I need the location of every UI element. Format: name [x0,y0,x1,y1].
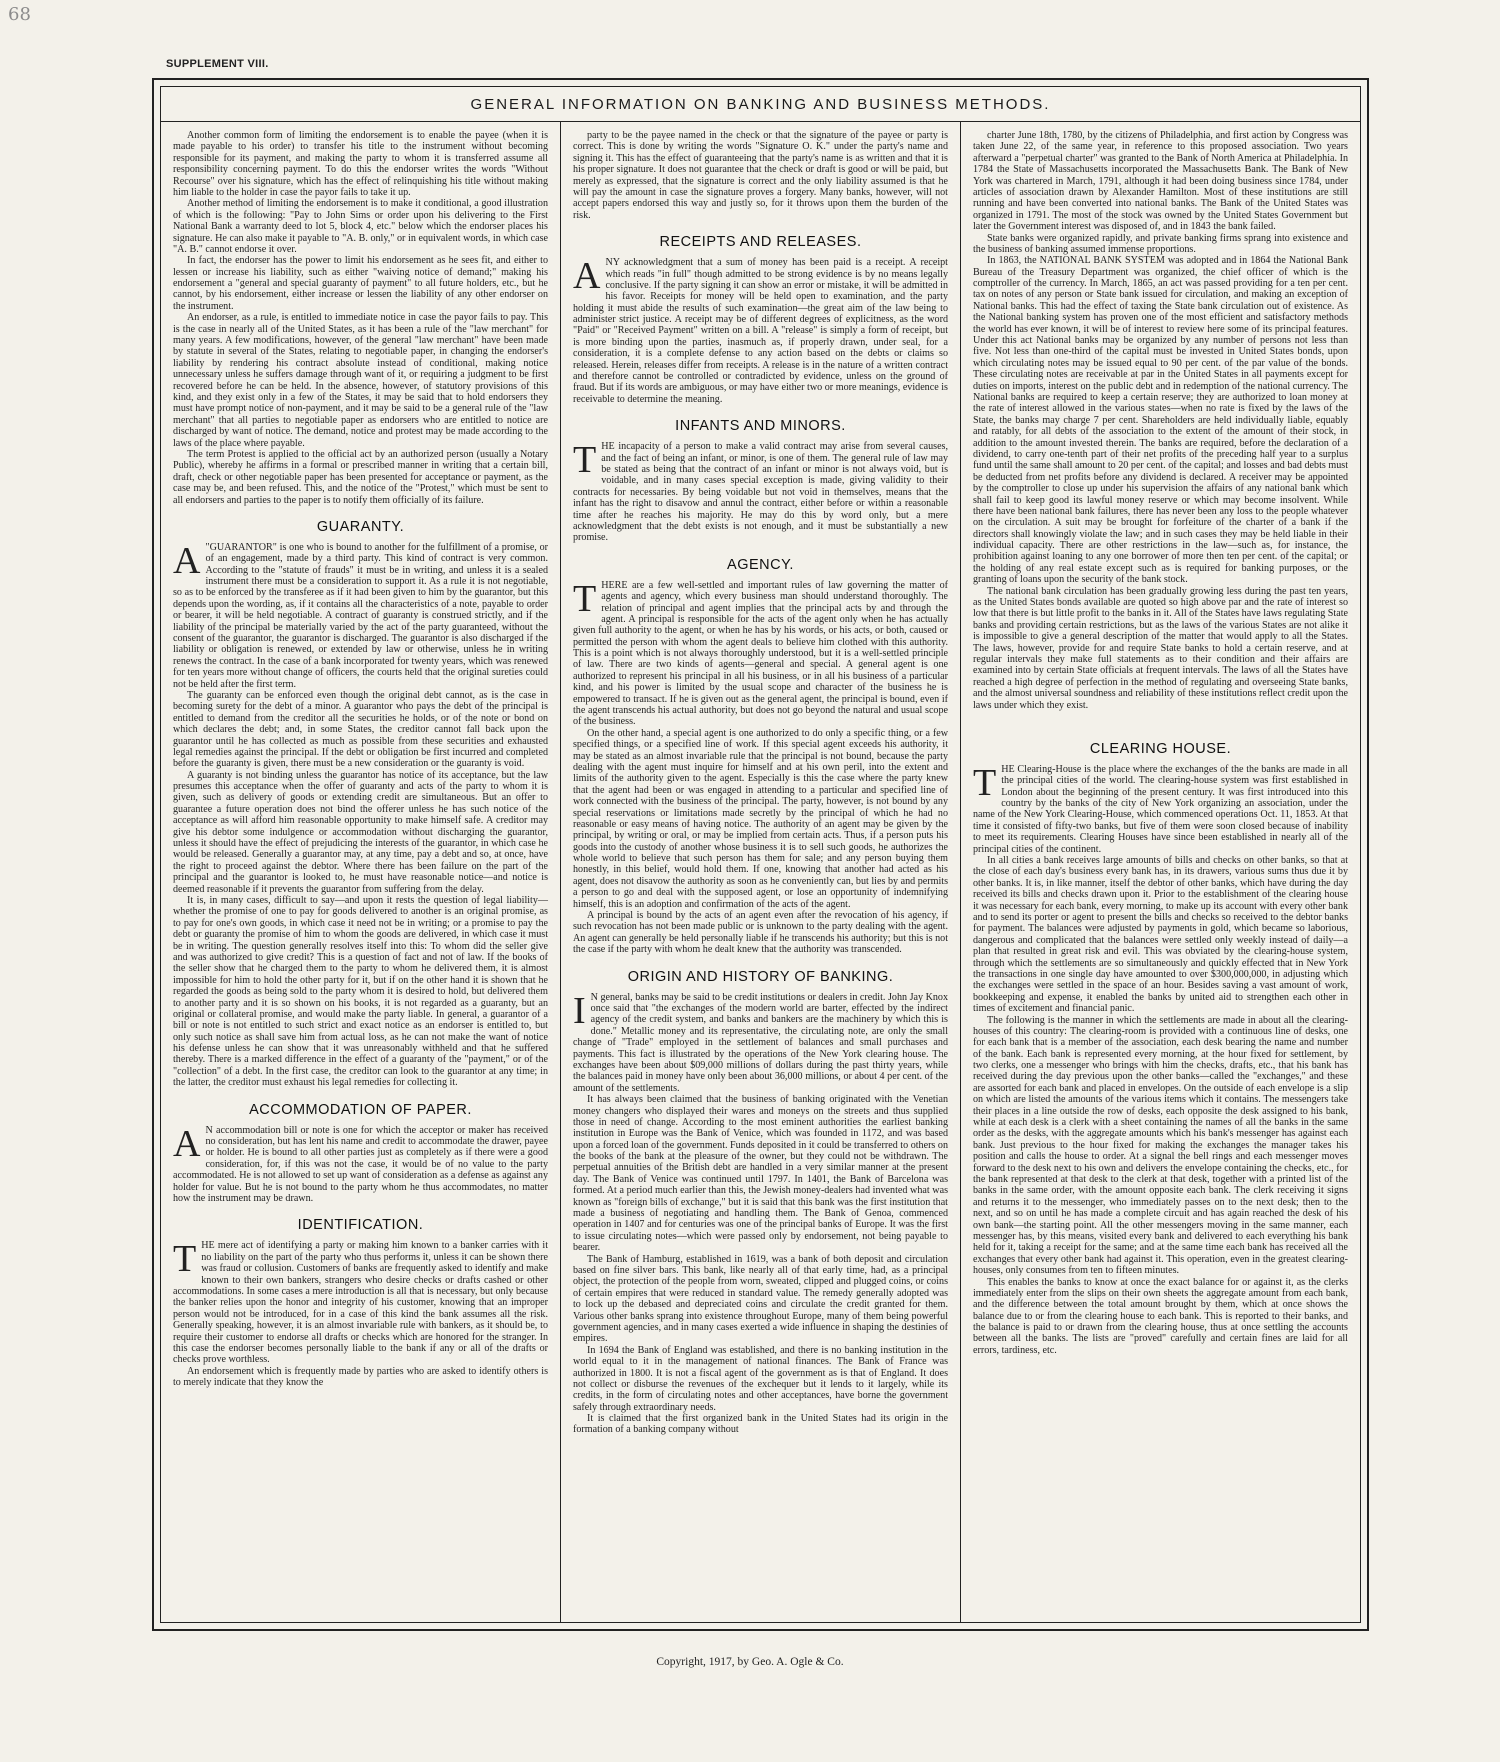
inner-frame [160,86,1361,1623]
paragraph-text: N accommodation bill or note is one for which the acceptor or maker has received no consideration, but has lent his name and credit to accommodate the drawer, payee or holder. He is bound to all other parties just as completely as if there were a good consideration, for, if this was not the case, it would be of no value to the party accommodated. He is not allowed to set up want of consideration as a defense as against any holder for value. But he is not bound to the party whom he thus accommodates, no matter how the instrument may be drawn. [173,1124,548,1204]
drop-cap: T [573,577,597,620]
page-frame [152,78,1369,1631]
paragraph [973,761,1348,855]
column-3 [961,122,1360,1622]
paragraph-text: N general, banks may be said to be credit institutions or dealers in credit. John Jay Knox once said that "the exchanges of the modern world are barter, effected by the indirect agency of the credit system, and banks and bankers are the machinery by which this is done." Metallic money and its representative, the circulating note, are only the small change of "Trade" employed in the settlement of balances and small purchases and payments. This fact is illustrated by the operations of the New York clearing house. The exchanges have been about $09,000 millions of dollars during the past thirty years, while the balances paid in money have only been about 36,000 millions, or about 4 per cent. of the amount of the settlements. [573,991,948,1094]
column-2 [561,122,961,1622]
paragraph: Another method of limiting the endorsement is to make it conditional, a good illustration of which is the following: "Pay to John Sims or order upon his delivering to the First National Bank a warranty deed to lot 5, block 4, etc." below which the endorser places his signature. He can also make it payable to "A. B. only," or in equivalent words, in which case "A. B." cannot endorse it over. [173,198,548,255]
paragraph: An endorser, as a rule, is entitled to immediate notice in case the payor fails to pay. This is the case in nearly all of the United States, as it has been a rule of the "law merchant" for many years. A few modifications, however, of the general "law merchant" have been made by statute in several of the States, relating to negotiable paper, in changing the endorser's liability by rendering his contract absolute instead of conditional, making notice unnecessary unless he suffers damage through want of it, or requiring a judgment to be first recovered before he can be held. In the absence, however, of statutory provisions of this kind, and they exist only in a few of the States, it may be said that to hold endorsers they must have prompt notice of non-payment, and it may be said to be a general rule of the "law merchant" that all parties to negotiable paper as endorsers who are entitled to notice are discharged by want of notice. The demand, notice and protest may be made according to the laws of the place where payable. [173,312,548,449]
paragraph [573,441,948,544]
pencil-page-number: 68 [8,4,31,25]
drop-cap: T [173,1238,197,1281]
paragraph [173,1240,548,1365]
paragraph-text: HE mere act of identifying a party or making him known to a banker carries with it no liability on the part of the party who thus performs it, unless it can be shown there was fraud or collusion. Customers of banks are frequently asked to identify and make known to their own bankers, strangers who desire checks or drafts cashed or other accommodations. In some cases a mere introduction is all that is necessary, but only because the banker relies upon the honor and integrity of his customer, knowing that an improper person would not be introduced, for in a case of this kind the bank assumes all the risk. Generally speaking, however, it is an almost invariable rule with bankers, as it should be, to require their customer to endorse all drafts or checks which are honored for the stranger. In this case the endorser becomes personally liable to the bank if any or all of the drafts or checks prove worthless. [173,1240,548,1366]
paragraph-text: HE incapacity of a person to make a valid contract may arise from several causes, and the fact of being an infant, or minor, is one of them. The general rule of law may be stated as being that the contract of an infant or minor is not always void, but is voidable, and in many cases special exception is made, giving validity to their contracts for necessaries. By being voidable but not void in themselves, means that the infant has the right to disavow and annul the contract, either before or within a reasonable time after he reaches his majority. He may do this by word only, but a mere acknowledgment that the debt exists is not enough, and it must be substantially a new promise. [573,441,948,544]
paragraph: The term Protest is applied to the official act by an authorized person (usually a Notary Public), whereby he affirms in a formal or prescribed manner in writing that a certain bill, draft, check or other negotiable paper has been presented for acceptance or payment, as the case may be, and been refused. This, and the notice of the "Protest," which must be sent to all endorsers and parties to the paper is to notify them officially of its failure. [173,448,548,506]
paragraph: In fact, the endorser has the power to limit his endorsement as he sees fit, and either to lessen or increase his liability, such as either "waiving notice of demand;" making his endorsement a "general and special guaranty of payment" to all future holders, etc., but he cannot, by his endorsement, either increase or lessen the liability of any other endorser on the instrument. [173,255,548,312]
paragraph: It has always been claimed that the business of banking originated with the Venetian money changers who displayed their wares and moneys on the streets and thus supplied those in need of change. According to the most eminent authorities the earliest banking institution in Europe was the Bank of Venice, which was founded in 1172, and was based upon a forced loan of the government. Funds deposited in it could be transferred to others on the books of the bank at the pleasure of the owner, but they could not be withdrawn. The perpetual annuities of the British debt are handled in a very similar manner at the present day. The Bank of Venice was continued until 1797. In 1401, the Bank of Barcelona was formed. At a period much earlier than this, the Jewish money-dealers had invented what was known as "foreign bills of exchange," but it is said that this bank was the first institution that made a business of negotiating and handling them. The Bank of Genoa, commenced operation in 1407 and for centuries was one of the principal banks of Europe. It was the first to issue circulating notes—which were passed only by endorsement, not being payable to bearer. [573,1094,948,1254]
drop-cap: T [573,439,597,482]
paragraph: The guaranty can be enforced even though the original debt cannot, as is the case in becoming surety for the debt of a minor. A guarantor who pays the debt of the principal is entitled to demand from the creditor all the securities he holds, or of the note or bond on which declares the debt; and, in some States, the creditor cannot fall back upon the guarantor until he has collected as much as possible from these securities and exhausted legal remedies against the principal. If the debt or obligation be first incurred and completed before the guaranty is given, there must be a new consideration or the guaranty is void. [173,689,548,770]
paragraph [573,257,948,405]
paragraph: An endorsement which is frequently made by parties who are asked to identify others is to merely indicate that they know the [173,1365,548,1389]
drop-cap: T [973,761,997,804]
section-title-clearing-house: CLEARING HOUSE. [1089,740,1232,757]
paragraph: In 1863, the NATIONAL BANK SYSTEM was adopted and in 1864 the National Bank Bureau of the Treasury Department was organized, the chief officer of which is the comptroller of the currency. In March, 1865, an act was passed providing for a ten per cent. tax on notes of any person or State bank issued for circulation, and making an exception of National banks. This had the effect of taxing the State bank circulation out of existence. As the National banking system has proven one of the most efficient and satisfactory methods the world has ever known, it will be of interest to review here some of its principal features. Under this act National banks may be organized by any number of persons not less than five. Not less than one-third of the capital must be invested in United States bonds, upon which circulating notes may be issued equal to 90 per cent. of the par value of the bonds. These circulating notes are receivable at par in the United States in all payments except for duties on imports, interest on the public debt and in redemption of the national currency. The National banks are required to keep a certain reserve; they are authorized to loan money at the rate of interest allowed in the various states—when no rate is fixed by the laws of the State, the banks may charge 7 per cent. Shareholders are held individually liable, equably and ratably, for all debts of the association to the extent of the amount of their stock, in addition to the amount invested therein. The banks are required, before the declaration of a dividend, to carry one-tenth part of their net profits of the preceding half year to a surplus fund until the same shall amount to 20 per cent. of the capital; and losses and bad debts must be deducted from net profits before any dividend is declared. A receiver may be appointed by the comptroller to close up under his supervision the affairs of any national bank which shall fail to keep good its lawful money reserve or which may become insolvent. While there have been national bank failures, there has never been any loss to the people whatever on the circulation. A suit may be brought for forfeiture of the charter of a bank if the directors shall knowingly violate the law; and in such cases they may be held liable in their individual capacity. There are other restrictions in the law—such as, for instance, the prohibition against loaning to any one borrower of more then ten per cent. of the capital; or the holding of any real estate except such as is required for banking purposes, or the granting of loans upon the security of the bank stock. [973,255,1348,586]
paragraph: In 1694 the Bank of England was established, and there is no banking institution in the world equal to it in the management of national finances. The Bank of France was authorized in 1800. It is not a fiscal agent of the government as is that of England. It does not collect or disburse the revenues of the exchequer but it lends to it largely, while its credits, in the form of circulating notes and other acceptances, have borne the government safely through extraordinary needs. [573,1344,948,1413]
paragraph: The national bank circulation has been gradually growing less during the past ten years, as the United States bonds available are quoted so high above par and the rate of interest so low that there is but little profit to the banks in it. All of the States have laws regulating State banks and providing certain restrictions, but as the laws of the various States are not alike it is impossible to give a general description of the matter that would apply to all the States. The laws, however, provide for and require State banks to hold a certain reserve, and at regular intervals they make full statements as to their condition and their affairs are examined into by certain State officials at frequent intervals. The laws of all the States have reached a high degree of perfection in the method of regulating and overseeing State banks, and the almost universal soundness and reliability of these institutions reflect credit upon the laws under which they exist. [973,585,1348,711]
paragraph: Another common form of limiting the endorsement is to enable the payee (when it is made payable to his order) to transfer his title to the instrument without becoming responsible for its payment, and making the party to whom it is transferred assume all responsibility concerning payment. To do this the endorser writes the words "Without Recourse" over his signature, which has the effect of relinquishing his title without making him liable to the holder in case the payor fails to take it up. [173,130,548,198]
page-title: GENERAL INFORMATION ON BANKING AND BUSINESS METHODS. [470,95,1051,113]
section-title-origin: ORIGIN AND HISTORY OF BANKING. [627,968,894,985]
paragraph: In all cities a bank receives large amounts of bills and checks on other banks, so that at the close of each day's business every bank has, in its drawers, various sums thus due it by other banks. It is, in like manner, itself the debtor of other banks, which have during the day received its bills and checks drawn upon it. Prior to the establishment of the clearing house it was necessary for each bank, every morning, to make up its account with every other bank and to send its porter or agent to present the bills and checks so received to the debtor banks for payment. The balances were adjusted by payments in gold, which became so laborious, dangerous and complicated that the balances were settled only weekly instead of daily—a plan that resulted in great risk and evil. This was obviated by the clearing-house system, through which the settlements are so simultaneously and quickly effected that in New York the transactions in one single day have amounted to over $300,000,000, in adjusting which the exchanges were settled in the space of an hour. Besides saving a vast amount of work, bookkeeping and expense, it enabled the banks by united aid to strengthen each other in times of excitement and financial panic. [973,855,1348,1015]
paragraph: The Bank of Hamburg, established in 1619, was a bank of both deposit and circulation based on fine silver bars. This bank, like nearly all of that early time, had, as a principal object, the protection of the people from worn, sweated, clipped and plugged coins, or coins of certain empires that were reduced in standard value. The remedy generally adopted was to lock up the debased and depreciated coins and circulate the credit granted for them. Various other banks sprang into existence throughout Europe, many of them being powerful government agencies, and in many cases exerted a wide influence in shaping the destinies of empires. [573,1253,948,1345]
paragraph: This enables the banks to know at once the exact balance for or against it, as the clerks immediately enter from the slips on their own sheets the aggregate amount from each bank, and the difference between the total amount brought by them, which at once shows the balance due to or from the clearing house to each bank. This is reported to their banks, and the balance is paid to or drawn from the clearing house, thus at once settling the accounts between all the banks. The lists are "proved" carefully and certain fines are laid for all errors, tardiness, etc. [973,1276,1348,1356]
paragraph-text: "GUARANTOR" is one who is bound to another for the fulfillment of a promise, or of an engagement, made by a third party. This kind of contract is very common. According to the "statute of frauds" it must be in writing, and unless it is a sealed instrument there must be a consideration to support it. As a rule it is not negotiable, so as to be enforced by the transferee as if it had been given to him by the guarantor, but this depends upon the wording, as, if it contains all the characteristics of a note, payable to order or bearer, it will be held negotiable. A contract of guaranty is construed strictly, and if the liability of the principal be materially varied by the act of the party guaranteed, without the consent of the guarantor, the guarantor is discharged. The guarantor is also discharged if the liability or obligation is renewed, or extended by law or otherwise, unless he in writing renews the contract. In the case of a bank incorporated for twenty years, which was renewed for ten years more without change of officers, the courts held that the original sureties could not be held after the first term. [173,541,548,690]
section-title-agency: AGENCY. [727,556,794,573]
section-title-accommodation: ACCOMMODATION OF PAPER. [249,1101,472,1118]
paragraph: charter June 18th, 1780, by the citizens of Philadelphia, and first action by Congress was taken June 22, of the same year, in reference to this proposed association. Two years afterward a "perpetual charter" was granted to the Bank of North America at Philadelphia. In 1784 the State of Massachusetts incorporated the Massachusetts Bank. The Bank of New York was chartered in March, 1791, although it had been doing business since 1784, under articles of association drawn by Alexander Hamilton. Most of these institutions are still running and have been converted into national banks. The Bank of the United States was organized in 1791. The most of the stock was owned by the United States Government but later the Government interest was disposed of, and in 1843 the bank failed. [973,130,1348,233]
paragraph: A principal is bound by the acts of an agent even after the revocation of his agency, if such revocation has not been made public or is unknown to the party dealing with the agent. An agent can generally be held personally liable if he transcends his authority; but this is not the case if the party with whom he dealt knew that the authority was transcended. [573,910,948,956]
paragraph [173,1122,548,1205]
supplement-label: SUPPLEMENT VIII. [166,58,269,70]
section-title-identification: IDENTIFICATION. [297,1217,424,1234]
drop-cap: A [573,255,601,298]
drop-cap: A [173,1122,201,1165]
paragraph: It is, in many cases, difficult to say—and upon it rests the question of legal liability—whether the promise of one to pay for goods delivered to another is an original promise, as to pay for one's own goods, in which case it need not be in writing; or a promise to pay the debt or guaranty the promise of him to whom the goods are delivered, in which case it must be in writing. The question generally resolves itself into this: To whom did the seller give and was authorized to give credit? This is a question of fact and not of law. If the books of the seller show that he charged them to the party to whom he delivered them, it is almost impossible for him to hold the other party for it, but if on the other hand it is shown that he regarded the goods as being sold to the party whom it is desired to hold, but delivered them to another party and it is so shown on his books, it is not regarded as a guaranty, but an original or collateral promise, and would make the party liable. In general, a guarantor of a bill or note is not entitled to such strict and exact notice as an endorser is entitled to, but only such notice as shall save him from actual loss, as he can not make the want of notice his defense unless he can show that it was unreasonably withheld and that he suffered thereby. There is a marked difference in the effect of a guaranty of the "payment," or of the "collection" of a debt. In the first case, the creditor can look to the guarantor at any time; in the latter, the creditor must exhaust his legal remedies for collecting it. [173,895,548,1089]
paragraph: The following is the manner in which the settlements are made in about all the clearing-houses of this country: The clearing-room is provided with a continuous line of desks, one for each bank that is a member of the association, each desk bearing the name and number of the bank. Each bank is represented every morning, at the hour fixed for settlement, by two clerks, one a messenger who brings with him the checks, drafts, etc., that his bank has received during the day previous upon the other banks—called the "exchanges," and these are assorted for each bank and placed in envelopes. On the outside of each envelope is a slip on which are listed the amounts of the various items which it contains. The messengers take their places in a line outside the row of desks, each opposite the desk assigned to his bank, while at each desk is a clerk with a sheet containing the names of all the banks in the same order as the desks, with the aggregate amounts which his bank's messenger has against each bank. Just previous to the hour fixed for making the exchanges the manager takes his position and calls the house to order. At a signal the bell rings and each messenger moves forward to the desk next to his own and delivers the envelope containing the checks, etc., for the bank represented at that desk to the clerk at that desk, together with a printed list of the banks in the same order, with the amount opposite each bank. The clerk receiving it signs and returns it to the messenger, who immediately passes on to the next desk; then to the next, and so on until he has made a complete circuit and has again reached the desk of his own bank—the starting point. All the other messengers moving in the same manner, each messenger has, by this means, visited every bank and delivered to each everything his bank held for it, taking a receipt for the same; and at the same time each bank has received all the exchanges that every other bank had against it. This operation, even in the greatest clearing-houses, only consumes from ten to fifteen minutes. [973,1014,1348,1277]
copyright-line: Copyright, 1917, by Geo. A. Ogle & Co. [656,1656,844,1668]
paragraph: State banks were organized rapidly, and private banking firms sprang into existence and the business of banking assumed immense proportions. [973,232,1348,255]
section-title-receipts: RECEIPTS AND RELEASES. [659,234,862,251]
paragraph [573,577,948,728]
paragraph [173,539,548,690]
paragraph-text: NY acknowledgment that a sum of money has been paid is a receipt. A receipt which reads "in full" though admitted to be strong evidence is by no means legally conclusive. If the party signing it can show an error or mistake, it will be admitted in his favor. Receipts for money will be held open to examination, and the party holding it must abide the results of such examination—the great aim of the law being to administer strict justice. A receipt may be of different degrees of explicitness, as the word "Paid" or "Received Payment" written on a bill. A "release" is simply a form of receipt, but is more binding upon the parties, inasmuch as, if properly drawn, under seal, for a consideration, it is a complete defense to any action based on the debts or claims so released. Herein, releases differ from receipts. A release is in the nature of a written contract and therefore cannot be controlled or contradicted by evidence, unless on the ground of fraud. But if its words are ambiguous, or may have either two or more meanings, evidence is receivable to determine the meaning. [573,257,948,405]
page-header [161,87,1360,122]
paragraph: It is claimed that the first organized bank in the United States had its origin in the formation of a banking company without [573,1413,948,1436]
paragraph-text: HE Clearing-House is the place where the exchanges of the the banks are made in all the principal cities of the world. The clearing-house system was first established in London about the beginning of the present century. It was first introduced into this country by the banks of the city of New York organizing an association, under the name of the New York Clearing-House, which commenced operations Oct. 11, 1853. At that time it consisted of fifty-two banks, but five of them were soon closed because of inability to meet its requirements. Clearing Houses have since been established in nearly all of the principal cities of the continent. [973,763,1348,855]
drop-cap: A [173,539,201,582]
section-title-infants: INFANTS AND MINORS. [675,418,846,435]
section-title-guaranty: GUARANTY. [316,518,405,535]
paragraph: A guaranty is not binding unless the guarantor has notice of its acceptance, but the law presumes this acceptance when the offer of guaranty and acts of the party to whom it is given, such as delivery of goods or extending credit are simultaneous. But an offer to guarantee a future operation does not bind the offerer unless he has such notice of the acceptance as will afford him reasonable opportunity to make himself safe. A creditor may give his debtor some indulgence or accommodation without discharging the guarantor, unless it should have the effect of prejudicing the interests of the guarantor, in which case he would be released. Generally a guarantor may, at any time, pay a debt and so, at once, have the right to proceed against the debtor. Where there has been failure on the part of the principal and the guarantor is looked to, he must have reasonable notice—and notice is deemed reasonable if it prevents the guarantor from suffering from the delay. [173,769,548,895]
paragraph-text: HERE are a few well-settled and important rules of law governing the matter of agents and agency, which every business man should understand thoroughly. The relation of principal and agent implies that the principal acts by and through the agent. A principal is responsible for the acts of the agent only when he has actually given full authority to the agent, or when he has by his words, or his acts, or both, caused or permitted the person with whom the agent deals to believe him clothed with this authority. This is a point which is not always thoroughly understood, but it is a well-settled principle of law. There are two kinds of agents—general and special. A general agent is one authorized to represent his principal in all his business, or in all his business of a particular kind, and his power is limited by the usual scope and character of the business he is empowered to transact. If he is given out as the general agent, the principal is bound, even if the agent transcends his actual authority, but does not go beyond the natural and usual scope of the business. [573,579,948,728]
column-1 [161,122,561,1622]
paragraph: On the other hand, a special agent is one authorized to do only a specific thing, or a few specified things, or a specified line of work. If this special agent exceeds his authority, it may be stated as an almost invariable rule that the principal is not bound, because the party dealing with the agent must inquire for himself and at his own peril, into the extent and limits of the authority given to the agent. Especially is this the case where the party knew that the agent had been or was engaged in attending to a particular and specified line of work connected with the business of the principal. The party, however, is not bound by any special reservations or limitations made secretly by the principal of which he had no reasonable or easy means of having notice. The authority of an agent may be given by the principal, by writing or oral, or may be implied from certain acts. Thus, if a person puts his goods into the custody of another whose business it is to sell such goods, he authorizes the whole world to believe that such person has them for sale; and any person buying them honestly, in this belief, would hold them. If one, knowing that another had acted as his agent, does not disavow the authority as soon as he conveniently can, but lies by and permits a person to go and deal with the supposed agent, or lose an opportunity of indemnifying himself, this is an adoption and confirmation of the acts of the agent. [573,727,948,910]
drop-cap: I [573,989,586,1032]
paragraph: party to be the payee named in the check or that the signature of the payee or party is correct. This is done by writing the words "Signature O. K." under the party's name and signing it. This has the effect of guaranteeing that the party's name is as written and that it is his proper signature. It does not guarantee that the check or draft is good or will be paid, but merely as expressed, that the signature is correct and the only liability assumed is that he will pay the amount in case the signature proves a forgery. Many banks, however, will not accept papers endorsed this way and justly so, for it throws upon them the burden of the risk. [573,130,948,221]
paragraph [573,989,948,1095]
text-columns [161,122,1360,1622]
